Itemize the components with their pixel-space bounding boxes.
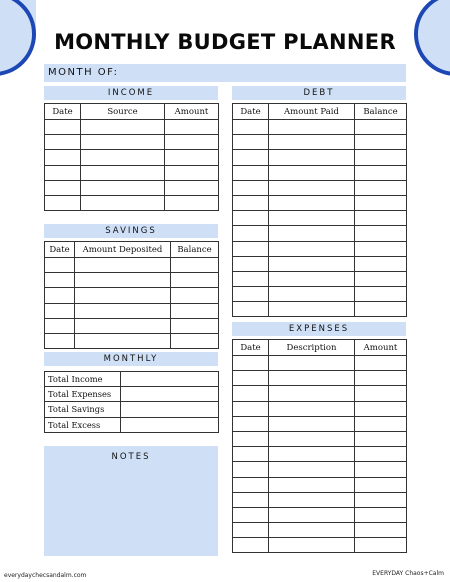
- savings-col-date: Date: [45, 242, 75, 258]
- table-row: [45, 135, 219, 150]
- debt-table: [232, 103, 407, 317]
- income-col-date: Date: [45, 104, 81, 120]
- table-row: [233, 195, 407, 210]
- table-row: [45, 303, 219, 318]
- table-row: [233, 356, 407, 371]
- table-row: [233, 271, 407, 286]
- table-row: [233, 416, 407, 431]
- table-row: [45, 150, 219, 165]
- monthly-row-label: Total Expenses: [45, 387, 121, 402]
- table-row: [233, 462, 407, 477]
- debt-col-balance: Balance: [355, 104, 407, 120]
- table-row: [233, 165, 407, 180]
- debt-heading: DEBT: [232, 86, 406, 100]
- brand-logo: EVERYDAY Chaos+Calm: [372, 570, 444, 577]
- savings-table: [44, 241, 219, 349]
- table-row: [45, 402, 219, 417]
- expenses-col-date: Date: [233, 340, 269, 356]
- table-row: [45, 372, 219, 387]
- page-title: MONTHLY BUDGET PLANNER: [54, 30, 396, 54]
- table-row: [233, 120, 407, 135]
- savings-col-balance: Balance: [171, 242, 219, 258]
- footer-url: everydaychecsandalm.com: [4, 572, 87, 579]
- savings-col-amount-deposited: Amount Deposited: [75, 242, 171, 258]
- month-of-label: MONTH OF:: [48, 67, 119, 78]
- table-row: [233, 447, 407, 462]
- table-row: [233, 302, 407, 317]
- table-row: [233, 256, 407, 271]
- table-row: [233, 401, 407, 416]
- notes-area[interactable]: [44, 446, 218, 556]
- monthly-row-label: Total Excess: [45, 417, 121, 432]
- table-row: [45, 258, 219, 273]
- table-row: [45, 165, 219, 180]
- table-row: [233, 180, 407, 195]
- table-row: [233, 386, 407, 401]
- table-row: [233, 287, 407, 302]
- table-row: [233, 226, 407, 241]
- table-row: [45, 180, 219, 195]
- table-row: [233, 211, 407, 226]
- table-row: [45, 288, 219, 303]
- income-col-amount: Amount: [165, 104, 219, 120]
- month-of-field[interactable]: [44, 64, 406, 82]
- table-row: [233, 150, 407, 165]
- table-row: [233, 477, 407, 492]
- notes-label: NOTES: [111, 452, 151, 462]
- table-row: [45, 333, 219, 348]
- expenses-col-description: Description: [269, 340, 355, 356]
- expenses-col-amount: Amount: [355, 340, 407, 356]
- table-row: [233, 135, 407, 150]
- table-row: [233, 241, 407, 256]
- debt-col-amount-paid: Amount Paid: [269, 104, 355, 120]
- monthly-heading: MONTHLY: [44, 352, 218, 366]
- table-row: [233, 523, 407, 538]
- table-row: [233, 492, 407, 507]
- table-row: [233, 431, 407, 446]
- table-row: [45, 273, 219, 288]
- table-row: [45, 195, 219, 210]
- income-heading: INCOME: [44, 86, 218, 100]
- table-row: [45, 387, 219, 402]
- table-row: [233, 371, 407, 386]
- table-row: [45, 417, 219, 432]
- monthly-row-label: Total Income: [45, 372, 121, 387]
- expenses-heading: EXPENSES: [232, 322, 406, 336]
- monthly-table: [44, 371, 219, 433]
- savings-heading: SAVINGS: [44, 224, 218, 238]
- table-row: [45, 120, 219, 135]
- expenses-table: [232, 339, 407, 553]
- income-table: [44, 103, 219, 211]
- table-row: [45, 318, 219, 333]
- table-row: [233, 507, 407, 522]
- table-row: [233, 538, 407, 553]
- income-col-source: Source: [81, 104, 165, 120]
- monthly-row-label: Total Savings: [45, 402, 121, 417]
- debt-col-date: Date: [233, 104, 269, 120]
